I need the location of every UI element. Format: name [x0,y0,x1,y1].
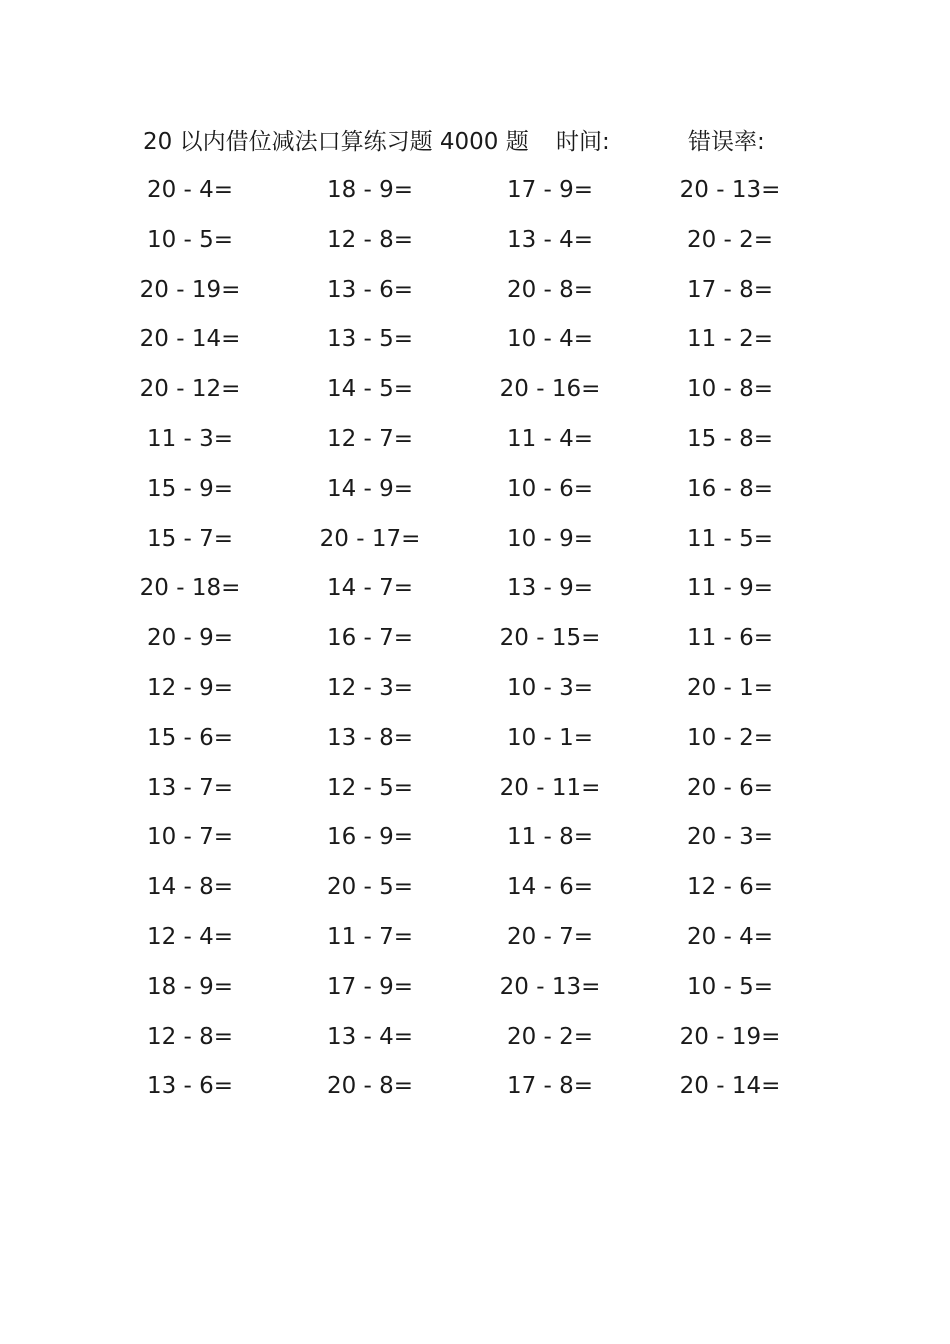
problem-cell: 20 - 3= [686,824,774,851]
problem-row [100,913,820,963]
problem-row [100,664,820,714]
problem-cell: 20 - 12= [139,376,241,403]
problem-cell: 14 - 5= [326,376,414,403]
problem-cell: 20 - 13= [499,973,601,1000]
problem-cell: 16 - 9= [326,824,414,851]
problem-cell: 17 - 8= [686,276,774,303]
problem-row [100,714,820,764]
problem-cell: 12 - 3= [326,674,414,701]
problem-cell: 11 - 8= [506,824,594,851]
problem-cell: 14 - 8= [146,874,234,901]
problem-cell: 10 - 5= [146,226,234,253]
problem-cell: 12 - 8= [326,226,414,253]
problem-cell: 20 - 2= [686,226,774,253]
problem-cell: 20 - 15= [499,625,601,652]
problem-cell: 20 - 5= [326,874,414,901]
error-rate-label: 错误率: [688,129,765,155]
problem-grid [100,166,820,1112]
problem-cell: 20 - 13= [679,177,781,203]
problem-cell: 20 - 19= [139,276,241,303]
problem-cell: 20 - 9= [146,625,234,652]
problem-cell: 15 - 8= [686,425,774,452]
problem-row [100,863,820,913]
problem-row [100,315,820,365]
problem-row [100,465,820,515]
worksheet-title: 20 以内借位减法口算练习题 4000 题 [143,129,529,155]
worksheet-header [143,124,823,160]
problem-cell: 11 - 4= [506,425,594,452]
problem-cell: 18 - 9= [326,177,414,203]
problem-row [100,564,820,614]
problem-cell: 17 - 9= [326,973,414,1000]
problem-cell: 12 - 9= [146,674,234,701]
problem-cell: 13 - 6= [326,276,414,303]
problem-row [100,166,820,216]
problem-cell: 20 - 16= [499,376,601,403]
problem-row [100,365,820,415]
problem-cell: 13 - 9= [506,575,594,602]
problem-cell: 20 - 14= [139,326,241,353]
problem-cell: 11 - 7= [326,923,414,950]
problem-cell: 10 - 7= [146,824,234,851]
problem-cell: 20 - 19= [679,1023,781,1050]
problem-cell: 12 - 8= [146,1023,234,1050]
problem-cell: 20 - 11= [499,774,601,801]
problem-row [100,515,820,565]
problem-cell: 11 - 2= [686,326,774,353]
problem-cell: 18 - 9= [146,973,234,1000]
problem-cell: 16 - 8= [686,475,774,502]
problem-cell: 20 - 6= [686,774,774,801]
problem-cell: 20 - 7= [506,923,594,950]
problem-cell: 10 - 2= [686,724,774,751]
problem-row [100,415,820,465]
problem-cell: 11 - 9= [686,575,774,602]
problem-cell: 20 - 4= [146,177,234,203]
problem-cell: 14 - 7= [326,575,414,602]
problem-cell: 14 - 9= [326,475,414,502]
problem-cell: 14 - 6= [506,874,594,901]
problem-cell: 17 - 9= [506,177,594,203]
problem-cell: 15 - 9= [146,475,234,502]
problem-cell: 12 - 7= [326,425,414,452]
problem-row [100,764,820,814]
problem-cell: 20 - 8= [326,1073,414,1100]
problem-cell: 10 - 1= [506,724,594,751]
problem-cell: 12 - 4= [146,923,234,950]
problem-cell: 13 - 7= [146,774,234,801]
problem-cell: 15 - 6= [146,724,234,751]
problem-cell: 13 - 4= [506,226,594,253]
problem-cell: 20 - 17= [319,525,421,552]
problem-cell: 17 - 8= [506,1073,594,1100]
problem-cell: 20 - 18= [139,575,241,602]
problem-cell: 20 - 4= [686,923,774,950]
problem-cell: 10 - 5= [686,973,774,1000]
problem-cell: 12 - 5= [326,774,414,801]
problem-cell: 10 - 6= [506,475,594,502]
problem-row [100,1013,820,1063]
problem-cell: 11 - 3= [146,425,234,452]
problem-cell: 10 - 4= [506,326,594,353]
problem-row [100,266,820,316]
problem-cell: 20 - 8= [506,276,594,303]
problem-cell: 13 - 8= [326,724,414,751]
problem-row [100,216,820,266]
problem-cell: 13 - 4= [326,1023,414,1050]
problem-cell: 13 - 5= [326,326,414,353]
problem-cell: 12 - 6= [686,874,774,901]
problem-cell: 16 - 7= [326,625,414,652]
problem-cell: 20 - 1= [686,674,774,701]
problem-cell: 15 - 7= [146,525,234,552]
problem-row [100,614,820,664]
problem-row [100,963,820,1013]
problem-cell: 13 - 6= [146,1073,234,1100]
problem-row [100,1062,820,1112]
problem-cell: 11 - 5= [686,525,774,552]
problem-cell: 11 - 6= [686,625,774,652]
problem-cell: 10 - 3= [506,674,594,701]
problem-row [100,813,820,863]
problem-cell: 20 - 2= [506,1023,594,1050]
problem-cell: 10 - 9= [506,525,594,552]
problem-cell: 10 - 8= [686,376,774,403]
problem-cell: 20 - 14= [679,1073,781,1100]
time-label: 时间: [556,129,610,155]
